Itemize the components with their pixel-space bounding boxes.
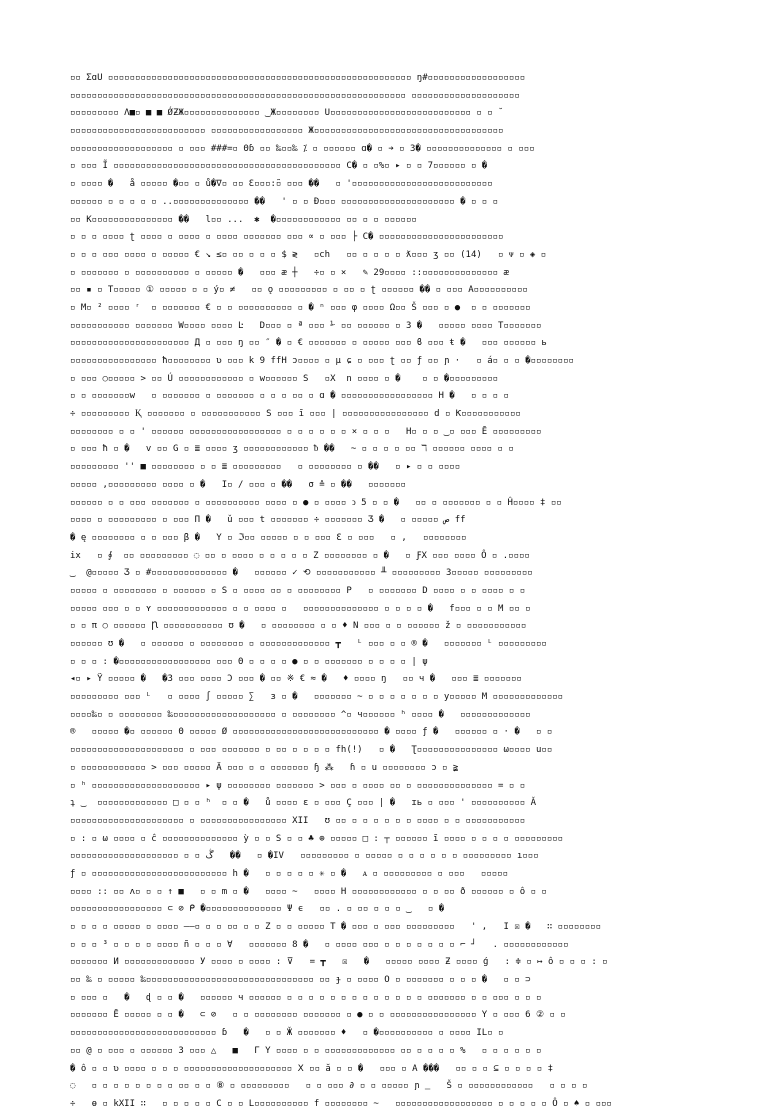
- text-line: ÷ ɵ ▫ kXII ∷ ▫ ▫ ▫ ▫ ▫ C ▫ ▫ L▫▫▫▫▫▫▫▫▫▫ f ▫▫▫▫▫▫▫▫ ~ ▫▫▫▫▫▫▫▫▫▫▫▫▫▫▫▫▫▫ ▫ ▫ ▫ ▫ ▫ Ô ▫ ♠ ▫ ▫▫▫: [70, 1098, 612, 1109]
- text-line: ▫▫▫▫▫▫▫▫▫ ▫▫▫ ᴸ ▫ ▫▫▫▫ ∫ ▫▫▫▫▫ ∑ ɜ ▫ � ▫▫▫▫▫▫▫ ~ ▫ ▫ ▫ ▫ ▫ ▫ ▫ y▫▫▫▫▫ M ▫▫▫▫▫▫▫▫▫▫▫▫▫: [70, 692, 564, 703]
- text-line: ▫▫▫▫▫▫▫▫▫▫▫▫▫▫▫▫▫▫▫▫ ▫ ▫ ڴ �� ▫ �IV ▫▫▫▫▫▫▫▫▫ ▫ ▫▫▫▫▫ ▫ ▫ ▫ ▫ ▫ ▫ ▫▫▫▫▫▫▫▫▫ ı▫▫▫: [70, 851, 539, 862]
- text-line: ▫ ▫▫▫ Ĩ ▫▫▫▫▫▫▫▫▫▫▫▫▫▫▫▫▫▫▫▫▫▫▫▫▫▫▫▫▫▫▫▫▫▫▫▫▫▫▫▫▫▫ C� ▫ ▫%▫ ▸ ▫ ▫ 7▫▫▫▫▫▫ ▫ �: [70, 161, 488, 172]
- text-line: ix ▫ ∮ ▫▫ ▫▫▫▫▫▫▫▫▫ ◌ ▫▫ ▫ ▫▫▫▫ ▫ ▫ ▫ ▫ ▫ Z ▫▫▫▫▫▫▫▫ ▫ � ▫ ƑX ▫▫▫ ▫▫▫▫ Ô ▫ .▫▫▫▫: [70, 550, 530, 561]
- garbled-text-block: [70, 70, 698, 1114]
- text-line: ▫ ▫▫▫▫▫▫▫ ▫ ▫▫▫▫▫▫▫▫▫▫ ▫ ▫▫▫▫▫ � ▫▫▫ æ ┼ ÷▫ ▫ × ✎ 29▫▫▫▫ ::▫▫▫▫▫▫▫▫▫▫▫▫▫▫ æ: [70, 267, 509, 278]
- text-line: ▫▫▫▫▫▫▫ И ▫▫▫▫▫▫▫▫▫▫▫▫▫ У ▫▫▫▫ ▫ ▫▫▫▫ : ⊽ = ┳ ☒ � ▫▫▫▫▫ ▫▫▫▫ Ƶ ▫▫▫▫ ǵ : ≑ ▫ ↦ ô ▫ ▫ ▫ : ▫: [70, 957, 608, 968]
- text-line: ▫▫▫▫▫▫▫ Ē ▫▫▫▫▫ ▫ ▫ � ⊂ ⊘ ▫ ▫ ▫▫▫▫▫▫▫▫ ▫▫▫▫▫▫▫ ▫ ● ▫ ▫ ▫▫▫▫▫▫▫▫▫▫▫▫▫▫▫▫ Y ▫ ▫▫▫ 6 ② ▫ ▫: [70, 1010, 566, 1021]
- text-line: ▫▫▫▫‰▫ ▫ ▫▫▫▫▫▫▫▫ ‰▫▫▫▫▫▫▫▫▫▫▫▫▫▫▫▫▫▫▫ ▫ ▫▫▫▫▫▫▫▫ ^▫ ч▫▫▫▫▫▫ ʰ ▫▫▫▫ � ▫▫▫▫▫▫▫▫▫▫▫▫▫: [70, 709, 531, 720]
- text-line: ▫▫▫▫▫▫▫▫▫▫▫▫▫▫▫▫▫▫▫▫▫▫▫▫▫▫▫ ɓ � ▫ ▫ Ӂ ▫▫▫▫▫▫▫ ♦ ▫ �▫▫▫▫▫▫▫▫▫▫ ▫ ▫▫▫▫ IL▫ ▫: [70, 1028, 504, 1039]
- text-line: ▫▫▫▫▫▫▫▫▫▫▫▫▫▫▫▫▫ ⊂ ⊘ ᑭ �▫▫▫▫▫▫▫▫▫▫▫▫▫▫ Ψ ϵ ▫▫ . ▫ ▫▫ ▫ ▫ ▫ ‿ ▫ �: [70, 904, 445, 915]
- text-line: ▫▫ ‰ ▫ ▫▫▫▫▫ ‰▫▫▫▫▫▫▫▫▫▫▫▫▫▫▫▫▫▫▫▫▫▫▫▫▫▫▫▫▫▫▫ ▫▫ ɟ ▫ ▫▫▫▫ O ▫ ▫▫▫▫▫▫▫ ▫ ▫ ▫ � ▫ ▫ ⊃: [70, 975, 531, 986]
- text-line: ▫ ▫ ▫ ▫ ▫▫▫▫▫ ▫ ▫▫▫▫ ——▫ ▫ ▫ ▫▫ ▫ ▫ Z ▫ ▫ ▫▫▫▫▫ T � ▫▫▫ ▫ ▫▫▫ ▫▫▫▫▫▫▫▫▫ ' , I ☒ � ∷ ▫▫▫▫▫▫▫▫: [70, 922, 602, 932]
- text-line: ▫▫▫▫▫▫▫▫▫▫▫▫▫▫▫▫▫▫▫▫▫ ▫ ▫▫▫▫▫▫▫▫▫▫▫▫▫▫▫▫ XII ʊ ▫▫ ▫ ▫ ▫ ▫ ▫ ▫ ▫▫▫▫ ▫ ▫ ▫▫▫▫▫▫▫▫▫▫▫: [70, 815, 526, 826]
- text-line: ▫▫ @ ▫ ▫▫▫ ▫ ▫▫▫▫▫▫ 3 ▫▫▫ △ ■ Γ Y ▫▫▫▫ ▫ ▫ ▫▫▫▫▫▫▫▫▫▫▫▫▫ ▫▫ ▫ ▫ ▫ ▫ % ▫ ▫ ▫ ▫ ▫ ▫: [70, 1045, 542, 1056]
- text-line: ▫ ▫ ▫ ▫▫▫ ▫▫▫▫ ▫ ▫▫▫▫▫ € ↘ ≤▫ ▫▫ ▫ ▫ ▫ $ ≷ ▫ch ▫▫ ▫ ▫ ▫ ▫ ƛ▫▫▫ ʒ ▫▫ (14) ▫ ᴪ ▫ ◈ ▫: [70, 249, 547, 260]
- text-line: ÷ ▫▫▫▫▫▫▫▫▫ Ⱪ ▫▫▫▫▫▫▫ ▫ ▫▫▫▫▫▫▫▫▫▫▫ S ▫▫▫ ī ▫▫▫ | ▫▫▫▫▫▫▫▫▫▫▫▫▫▫▫▫ d ▫ Ƙ▫▫▫▫▫▫▫▫▫▫▫: [70, 409, 521, 420]
- text-line: ▫▫▫▫▫▫▫▫▫▫▫▫▫▫▫▫▫▫▫▫▫▫▫▫▫ ▫▫▫▫▫▫▫▫▫▫▫▫▫▫▫▫▫ Ж▫▫▫▫▫▫▫▫▫▫▫▫▫▫▫▫▫▫▫▫▫▫▫▫▫▫▫▫▫▫▫▫▫▫▫: [70, 126, 504, 137]
- text-line: ▫ ▫▫▫ ○▫▫▫▫▫ > ▫▫ Ú ▫▫▫▫▫▫▫▫▫▫▫▫ ▫ w▫▫▫▫▫▫ S ▫X n ▫▫▫▫ ▫ � ▫ ▫ �▫▫▫▫▫▫▫▫▫: [70, 373, 499, 384]
- text-line: ▫ ▫▫▫▫ � å ▫▫▫▫▫ �▫▫ ▫ ů�∇▫ ▫▫ Ɛ▫▫▫:̃▫ ▫▫▫ �� ▫ '▫▫▫▫▫▫▫▫▫▫▫▫▫▫▫▫▫▫▫▫▫▫▫▫▫▫: [70, 179, 493, 190]
- text-line: ▫ M▫ ² ▫▫▫▫ ʳ ▫ ▫▫▫▫▫▫▫ € ▫ ▫ ▫▫▫▫▫▫▫▫▫▫ ▫ � ⁿ ▫▫▫ φ ▫▫▫▫ Ω▫▫ Š ▫▫▫ ▫ ● ▫ ▫ ▫▫▫▫▫▫▫: [70, 302, 531, 313]
- text-line: ▫▫▫▫▫▫ ▫ ▫ ▫ ▫ ▫ ..▫▫▫▫▫▫▫▫▫▫▫▫▫▫ �� ' ▫ ▫ Đ▫▫▫ ▫▫▫▫▫▫▫▫▫▫▫▫▫▫▫▫▫▫▫▫▫ � ▫ ▫ ▫: [70, 196, 499, 207]
- text-line: ▫▫▫▫▫▫▫▫▫▫▫▫▫▫▫▫▫▫▫▫▫ ▫ ▫▫▫ ▫▫▫▫▫▫▫ ▫ ▫▫ ▫ ▫ ▫ ▫ fh(!) ▫ � Ʈ▫▫▫▫▫▫▫▫▫▫▫▫▫▫▫ ω▫▫▫▫ u▫▫: [70, 745, 553, 756]
- text-line: ▫▫▫▫ :: ▫▫ ʌ▫ ▫ ▫ ↑ ■ ▫ ▫ m ▫ � ▫▫▫▫ ~ ▫▫▫▫ H ▫▫▫▫▫▫▫▫▫▫▫▫ ▫ ▫ ▫▫ ð ▫▫▫▫▫▫ ▫ ô ▫ ▫: [70, 886, 547, 897]
- text-line: ▫▫▫▫▫ ▫▫▫ ▫ ▫ ʏ ▫▫▫▫▫▫▫▫▫▫▫▫▫ ▫ ▫ ▫▫▫▫ ▫ ▫▫▫▫▫▫▫▫▫▫▫▫▫▫ ▫ ▫ ▫ ▫ � f▫▫▫ ▫ ▫ M ▫▫ ▫: [70, 603, 531, 614]
- text-line: ® ▫▫▫▫▫ �▫ ▫▫▫▫▫▫ Θ ▫▫▫▫▫ Ø ▫▫▫▫▫▫▫▫▫▫▫▫▫▫▫▫▫▫▫▫▫▫▫▫▫▫▫ � ▫▫▫▫ ƒ � ▫▫▫▫▫▫ ▫ · � ▫ ▫: [70, 727, 553, 738]
- text-line: ƒ ▫ ▫▫▫▫▫▫▫▫▫▫▫▫▫▫▫▫▫▫▫▫▫▫▫▫▫ h � ▫ ▫ ▫ ▫ ▫ ✳ ▫ � ᴀ ▫ ▫▫▫▫▫▫▫▫▫ ▫ ▫▫▫ ▫▫▫▫▫: [70, 868, 508, 879]
- text-line: ▫ ▫ ⁠▫▫▫▫▫▫▫w ▫ ▫▫▫▫▫▫▫ ▫ ▫▫▫▫▫▫▫ ▫ ▫ ▫ ▫▫ ▫ ɑ � ▫▫▫▫▫▫▫▫▫▫▫▫▫▫▫▫▫ H � ▫ ▫ ▫ ▫: [70, 391, 509, 402]
- text-line: ▫▫▫▫▫▫▫▫▫▫▫▫▫▫▫▫▫▫▫▫▫▫▫▫▫▫▫▫▫▫▫▫▫▫▫▫▫▫▫▫▫▫▫▫▫▫▫▫▫▫▫▫▫▫▫▫▫▫▫▫▫▫ ▫▫▫▫▫▫▫▫▫▫▫▫▫▫▫▫▫▫▫▫: [70, 90, 520, 101]
- text-line: ▫ ▫▫▫ ▫ � ɖ ▫ ▫ � ▫▫▫▫▫▫ ч ▫▫▫▫▫▫ ▫ ▫ ▫ ▫ ▫ ▫ ▫ ▫ ▫ ▫ ▫ ▫ ▫ ▫▫▫▫▫▫▫ ▫ ▫ ▫▫▫ ▫ ▫ ▫: [70, 992, 542, 1003]
- text-line: � ę ▫▫▫▫▫▫▫▫ ▫ ▫ ▫▫▫ β � Y ▫ ℑ▫▫ ▫▫▫▫▫ ▫ ▫ ▫▫▫ Ɛ ▫ ▫▫▫ ▫ , ▫▫▫▫▫▫▫▫: [70, 532, 467, 543]
- text-line: ▫▫▫▫▫▫▫▫ ▫ ▫ ' ▫▫▫▫▫▫ ▫▫▫▫▫▫▫▫▫▫▫▫▫▫▫▫▫ ▫ ▫ ▫ ▫ ▫ ▫ × ▫ ▫ ▫ H▫ ▫ ▫ ‿▫ ▫▫▫ Ē ▫▫▫▫▫▫▫▫▫: [70, 426, 542, 437]
- text-line: ▫ ▫ ▫ : �▫▫▫▫▫▫▫▫▫▫▫▫▫▫▫▫▫ ▫▫▫ Θ ▫ ▫ ▫ ▫ ● ▫ ▫ ▫▫▫▫▫▫▫ ▫ ▫ ▫ ▫ | ψ: [70, 656, 428, 667]
- text-line: ▫▫▫▫▫ ,▫▫▫▫▫▫▫▫▫ ▫▫▫▫ ▫ � I▫ / ▫▫▫ ▫ �� σ ≙ ▫ �� ▫▫▫▫▫▫▫: [70, 479, 406, 490]
- text-line: ▫ ▫ ▫ ▫▫▫▫ ʈ ▫▫▫▫ ▫ ▫▫▫▫ ▫ ▫▫▫▫ ▫▫▫▫▫▫▫ ▫▫▫ ∝ ▫ ▫▫▫ ├ C� ▫▫▫▫▫▫▫▫▫▫▫▫▫▫▫▫▫▫▫▫▫▫▫: [70, 232, 504, 243]
- text-line: ▫▫▫▫▫▫▫▫▫ Λ■▫ ■ ■ ǾƵЖ▫▫▫▫▫▫▫▫▫▫▫▫▫▫ ‿Ж▫▫▫▫▫▫▫▫ U▫▫▫▫▫▫▫▫▫▫▫▫▫▫▫▫▫▫▫▫▫▫▫▫▫▫ ▫ ▫ ˘: [70, 108, 504, 119]
- text-line: ▫▫ K▫▫▫▫▫▫▫▫▫▫▫▫▫▫▫ �� l▫▫ ... ✱ �▫▫▫▫▫▫▫▫▫▫▫▫ ▫▫ ▫ ▫ ▫▫▫▫▫▫: [70, 214, 417, 225]
- text-line: ▫ ▫ ▫ ³ ▫ ▫ ▫ ▫ ▫▫▫▫ ñ ▫ ▫ ▫ ∀ ▫▫▫▫▫▫▫ 8 � ▫ ▫▫▫▫ ▫▫▫ ▫ ▫ ▫ ▫ ▫ ▫ ▫ ⌐ ┘ . ▫▫▫▫▫▫▫▫▫▫▫▫: [70, 939, 569, 950]
- text-line: ▫▫ ƩɑU ▫▫▫▫▫▫▫▫▫▫▫▫▫▫▫▫▫▫▫▫▫▫▫▫▫▫▫▫▫▫▫▫▫▫▫▫▫▫▫▫▫▫▫▫▫▫▫▫▫▫▫▫▫▫▫▫ ŋ#▫▫▫▫▫▫▫▫▫▫▫▫▫▫▫▫▫▫: [70, 73, 526, 83]
- text-line: ▫▫▫▫ ▫ ▫▫▫▫▫▫▫▫▫ ▫ ▫▫▫ Π � ǔ ▫▫▫ t ▫▫▫▫▫▫▫ ÷ ▫▫▫▫▫▫▫ Ʒ � ▫ ▫▫▫▫▫ ص ff: [70, 515, 466, 526]
- text-line: ▫ : ▫ ω ▫▫▫▫ ▫ ĉ ▫▫▫▫▫▫▫▫▫▫▫▫▫▫ ỳ ▫ ▫ S ▫ ▫ ♣ ⊕ ▫▫▫▫▫ □ : ┬ ▫▫▫▫▫▫ ĩ ▫▫▫▫ ▫ ▫ ▫ ▫ ▫▫▫▫▫▫▫▫▫: [70, 833, 564, 844]
- text-line: ▫ ʰ ▫▫▫▫▫▫▫▫▫▫▫▫▫▫▫▫▫▫▫▫ ▸ ψ ▫▫▫▫▫▫▫▫ ▫▫▫▫▫▫▫ > ▫▫▫ ▫ ▫▫▫▫ ▫▫ ▫ ▫▫▫▫▫▫▫▫▫▫▫▫▫▫ = ▫ ▫: [70, 780, 526, 791]
- text-line: ◌ ▫ ▫ ▫ ▫ ▫ ▫ ▫ ▫ ▫▫ ▫ ▫ ⑧ ▫ ▫▫▫▫▫▫▫▫▫ ▫ ▫ ▫▫▫ ∂ ▫ ▫ ▫▫▫▫▫ ɲ ‗ Š ▫ ▫▫▫▫▫▫▫▫▫▫▫▫ ▫ ▫ ▫ ▫: [70, 1081, 588, 1092]
- text-line: ▫ ▫ π ○ ▫▫▫▫▫▫ Ꞃ ▫▫▫▫▫▫▫▫▫▫▫ ʊ � ▫ ▫▫▫▫▫▫▫▫ ▫ ▫ ♦ N ▫▫▫ ▫ ▫ ▫▫▫▫▫▫ ž ▫ ▫▫▫▫▫▫▫▫▫▫▫: [70, 621, 527, 632]
- text-line: ◂▫ ▸ Ÿ ▫▫▫▫▫ � �3 ▫▫▫ ▫▫▫▫ Ɔ ▫▫▫ � ▫▫ ※ € ≈ � ♦ ▫▫▫▫ ŋ ▫▫ ч � ▫▫▫ ≣ ▫▫▫▫▫▫▫: [70, 674, 522, 685]
- text-line: ▫▫ ▪ ▫ T▫▫▫▫▫ ① ▫▫▫▫▫ ▫ ▫ ý▫ ≠ ▫▫ ǫ ▫▫▫▫▫▫▫▫▫ ▫ ▫▫ ▫ ʈ ▫▫▫▫▫▫ �� ▫ ▫▫▫ A▫▫▫▫▫▫▫▫▫▫: [70, 285, 528, 296]
- text-line: ▫▫▫▫▫▫▫▫▫▫▫▫▫▫▫▫ ħ▫▫▫▫▫▫▫▫ ʋ ▫▫▫ k 9 ffH ɔ▫▫▫▫ ▫ μ ɕ ▫ ▫▫▫ ʈ ▫▫ ƒ ▫▫ ɲ · ▫ á▫ ▫ ▫ �▫▫▫▫▫▫▫▫: [70, 356, 574, 366]
- text-line: � ô ▫ ▫ ʋ ▫▫▫▫ ▫ ▫ ▫ ▫▫▫▫▫▫▫▫▫▫▫▫▫▫▫▫▫▫▫▫ Ⅹ ▫▫ ă ▫ ▫ � ▫▫▫ ▫ A ��� ▫▫ ▫ ▫ ⊆ ▫ ▫ ▫ ▫ ‡: [70, 1063, 553, 1074]
- text-line: ‿ @▫▫▫▫▫ Ʒ ▫ #▫▫▫▫▫▫▫▫▫▫▫▫▫▫ � ▫▫▫▫▫▫ ✓ ⟲ ▫▫▫▫▫▫▫▫▫▫▫ ╨ ▫▫▫▫▫▫▫▫▫ 3▫▫▫▫▫ ▫▫▫▫▫▫▫▫▫: [70, 568, 533, 579]
- text-line: ▫▫▫▫▫▫▫▫▫▫▫ ▫▫▫▫▫▫▫ W▫▫▫▫ ▫▫▫▫ Ŀ D▫▫▫ ▫ ª ▫▫▫ ⅟ ▫▫ ▫▫▫▫▫▫ ▫ 3 � ▫▫▫▫▫ ▫▫▫▫ T▫▫▫▫▫▫▫: [70, 320, 542, 331]
- text-line: ▫▫▫▫▫▫ ▫ ▫ ▫▫▫ ▫▫▫▫▫▫▫ ▫ ▫▫▫▫▫▫▫▫▫▫ ▫▫▫▫ ▫ ● ▫ ▫▫▫▫ ↄ 5 ▫ ▫ � ▫▫ ▫ ▫▫▫▫▫▫▫ ▫ ▫ Ĥ▫▫▫▫ ‡ ▫▫: [70, 497, 562, 508]
- text-line: ʇ ‿ ▫▫▫▫▫▫▫▫▫▫▫▫▫ □ ▫ ▫ ʰ ▫ ▫ � ů ▫▫▫▫ ɛ ▫ ▫▫▫ Ç ▫▫▫ | � ɪь ▫ ▫▫▫ ' ▫▫▫▫▫▫▫▫▫▫ Ă: [70, 798, 536, 809]
- text-line: ▫ ▫▫▫ ħ ▫ � v ▫▫ G ▫ ≣ ▫▫▫▫ ʒ ▫▫▫▫▫▫▫▫▫▫▫▫ ᵬ �� ~ ▫ ▫ ▫ ▫ ▫▫ ℸ ▫▫▫▫▫▫ ▫▫▫▫ ▫ ▫: [70, 444, 514, 455]
- text-line: ▫▫▫▫▫▫ ʊ � ▫ ▫▫▫▫▫▫ ▫ ▫▫▫▫▫▫▫▫ ▫ ▫▫▫▫▫▫▫▫▫▫▫▫▫ ┳ ᴸ ▫▫▫ ▫ ▫ ® � ▫▫▫▫▫▫▫ ᴸ ▫▫▫▫▫▫▫▫▫: [70, 639, 547, 649]
- text-line: ▫▫▫▫▫▫▫▫▫▫▫▫▫▫▫▫▫▫▫ ▫ ▫▫▫ ###=▫ Θɓ ▫▫ ‰▫▫‰ ⁒ ▫ ▫▫▫▫▫▫ ɑ� ▫ ➔ ▫ 3� ▫▫▫▫▫▫▫▫▫▫▫▫▫▫ ▫ ▫▫▫: [70, 143, 535, 154]
- text-line: ▫▫▫▫▫▫▫▫▫ '' ■ ▫▫▫▫▫▫▫▫ ▫ ▫ ≣ ▫▫▫▫▫▫▫▫▫ ▫ ▫▫▫▫▫▫▫▫ ▫ �� ▫ ▸ ▫ ▫ ▫▫▫▫: [70, 462, 461, 473]
- text-line: ▫ ▫▫▫▫▫▫▫▫▫▫▫▫ > ▫▫▫ ▫▫▫▫▫ Ä ▫▫▫ ▫ ▫ ▫▫▫▫▫▫▫ ɧ ⁂ ɦ ▫ u ▫▫▫▫▫▫▫▫ ɔ ▫ ≩: [70, 762, 459, 773]
- text-line: ▫▫▫▫▫ ▫ ▫▫▫▫▫▫▫▫ ▫ ▫▫▫▫▫▫ ▫ S ▫ ▫▫▫▫ ▫▫ ▫ ▫▫▫▫▫▫▫▫ P ▫ ▫▫▫▫▫▫▫ D ▫▫▫▫ ▫ ▫ ▫▫▫▫ ▫ ▫: [70, 585, 526, 596]
- text-line: ▫▫▫▫▫▫▫▫▫▫▫▫▫▫▫▫▫▫▫▫▫▫ Д ▫ ▫▫▫ ŋ ▫▫ ″ � ▫ € ▫▫▫▫▫▫▫ ▫ ▫▫▫▫▫ ▫▫▫ ϐ ▫▫▫ ŧ � ▫▫▫ ▫▫▫▫▫▫ ь: [70, 338, 547, 349]
